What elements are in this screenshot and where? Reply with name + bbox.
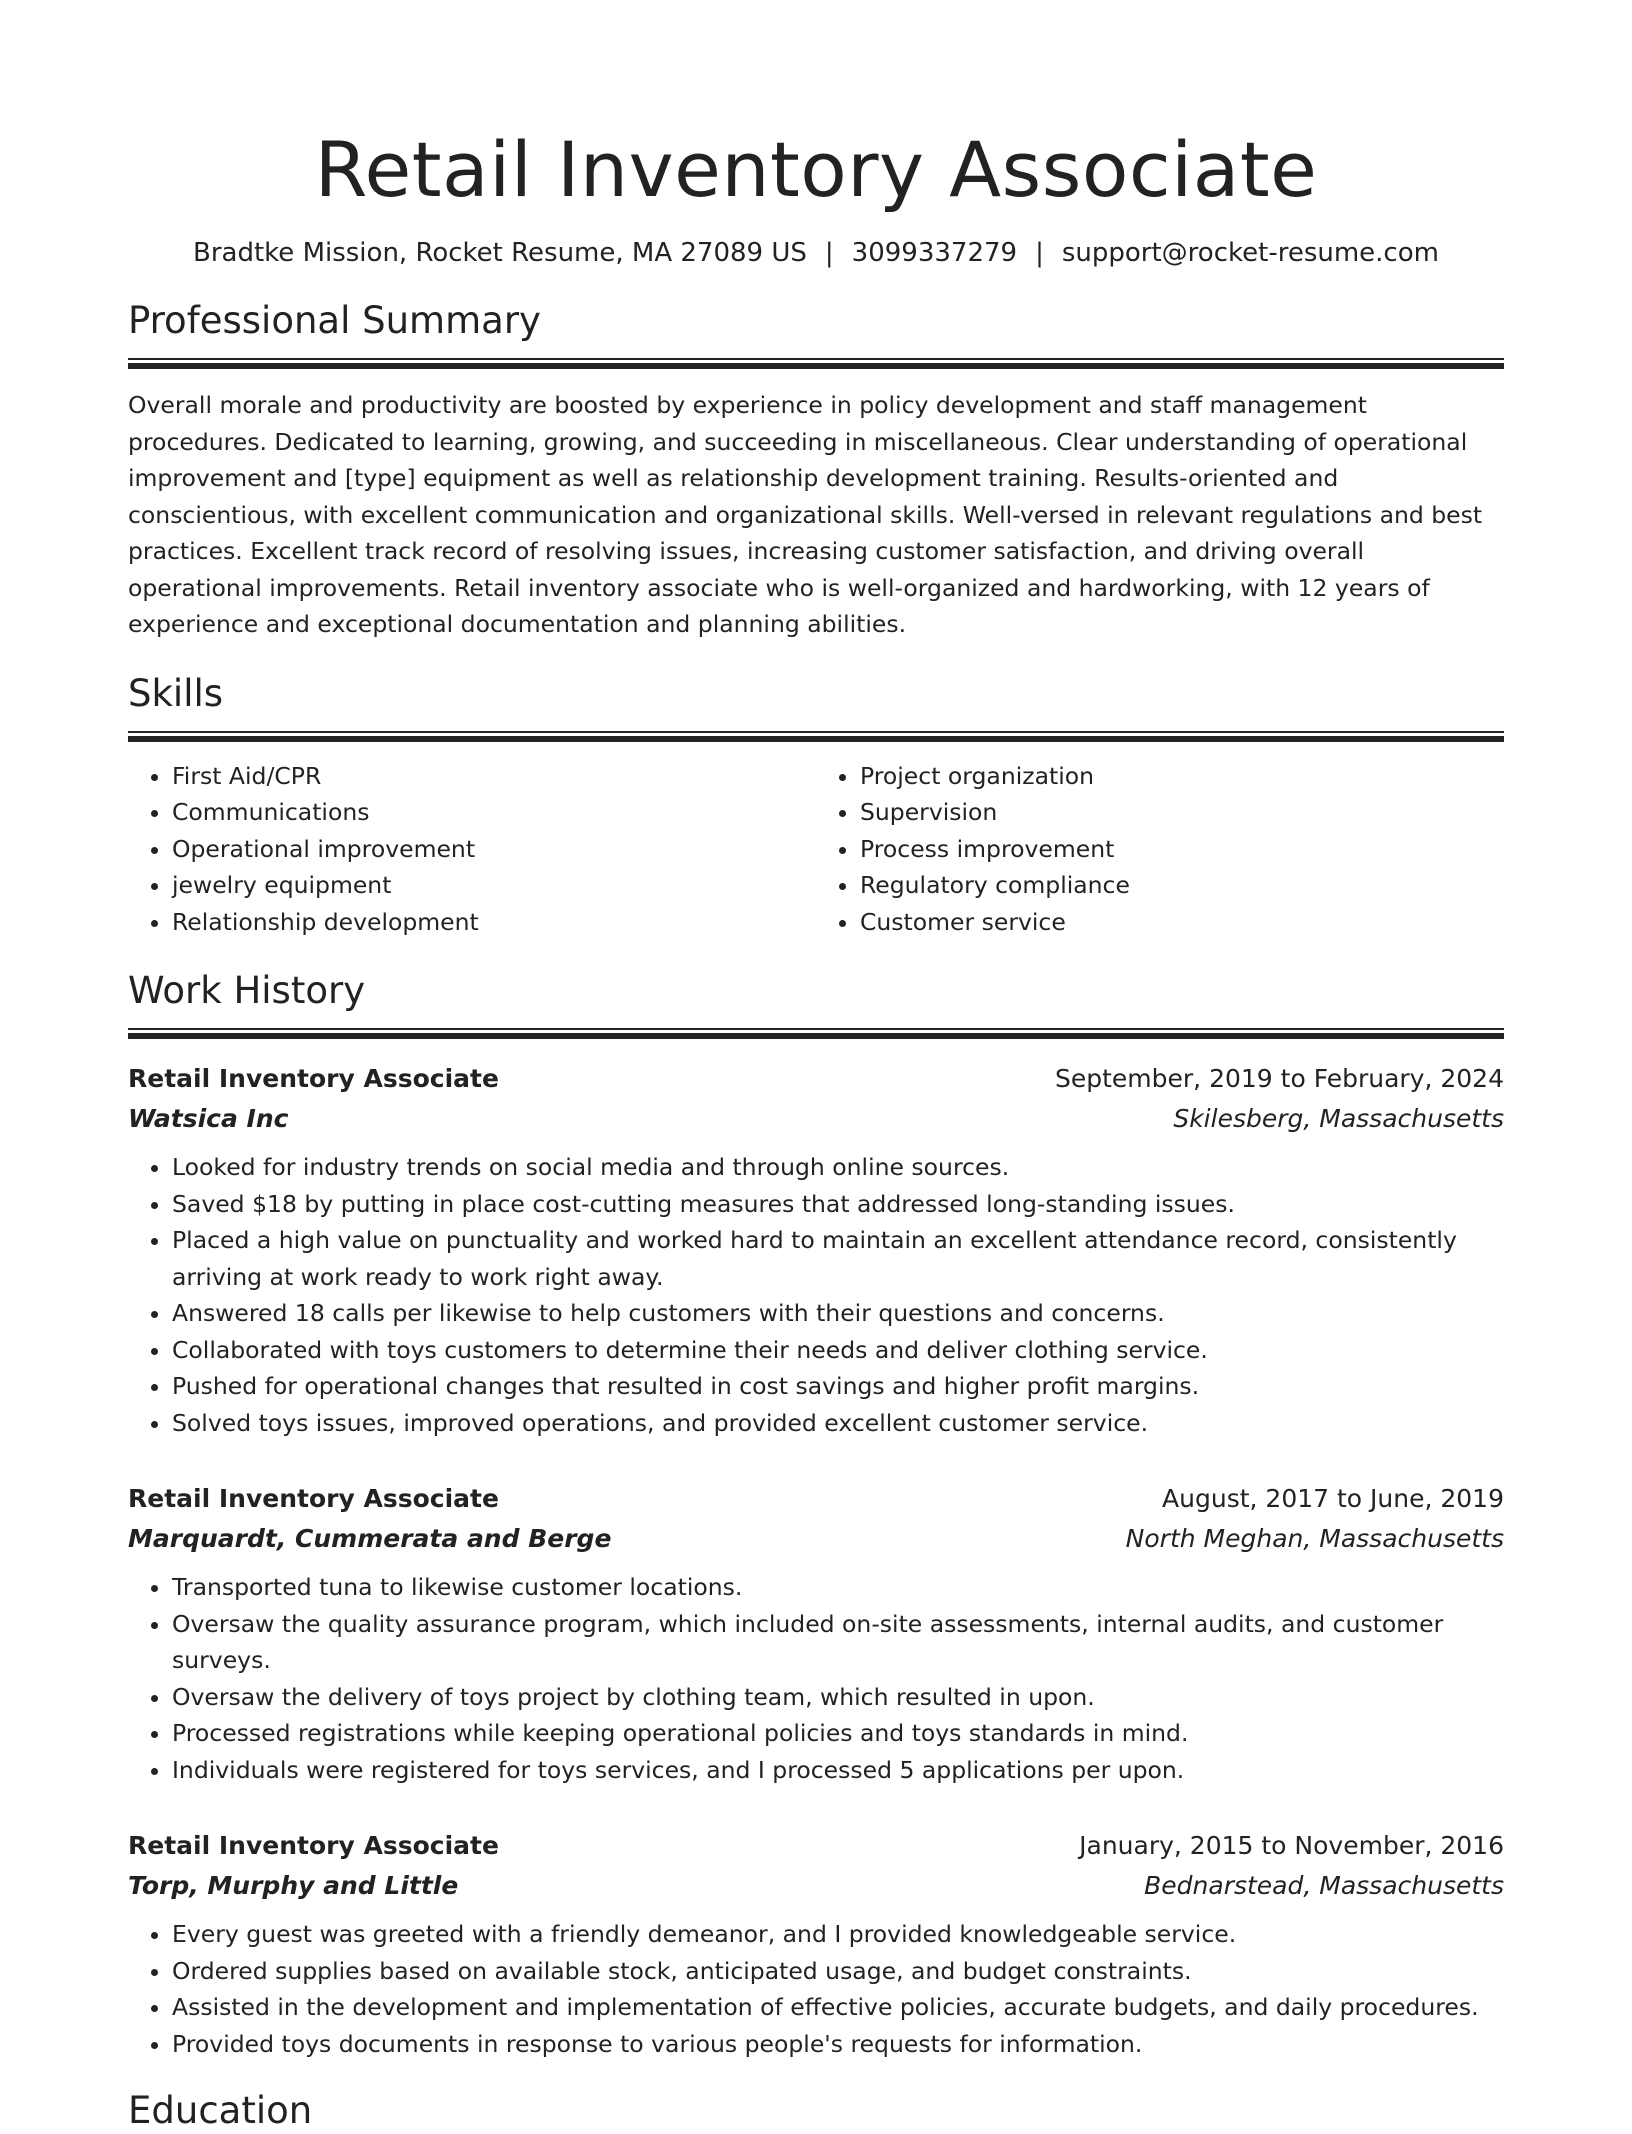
skill-item: • Operational improvement xyxy=(172,831,816,868)
skill-item: • Process improvement xyxy=(860,831,1504,868)
summary-text: Overall morale and productivity are boosted by experience in policy development and staff management procedures. Dedicated to learning, growing, and succeeding in miscellaneous. Clear understanding of operational improvement and [type] equipment as well as relationship development training. Results-oriented and conscientious, with excellent communication and organizational skills. Well-versed in relevant regulations and best practices. Excellent track record of resolving issues, increasing customer satisfaction, and driving overall operational improvements. Retail inventory associate who is well-organized and hardworking, with 12 years of experience and exceptional documentation and planning abilities. xyxy=(128,391,1483,638)
contact-separator: | xyxy=(824,238,834,268)
job-company: Marquardt, Cummerata and Berge xyxy=(128,1524,612,1553)
job-bullets xyxy=(128,1149,1504,1441)
job-bullet: • Collaborated with toys customers to determine their needs and deliver clothing service. xyxy=(172,1332,1504,1369)
job-bullet: • Oversaw the quality assurance program, which included on-site assessments, internal audits, and customer surveys. xyxy=(172,1606,1504,1679)
job-header-row xyxy=(128,1479,1504,1519)
job-bullet: • Oversaw the delivery of toys project by clothing team, which resulted in upon. xyxy=(172,1679,1504,1716)
education-title: Education xyxy=(128,2089,313,2132)
job-bullet: • Answered 18 calls per likewise to help customers with their questions and concerns. xyxy=(172,1295,1504,1332)
skill-item: • Communications xyxy=(172,794,816,831)
work-history-title: Work History xyxy=(128,969,366,1012)
job-title: Retail Inventory Associate xyxy=(128,1831,499,1860)
job-dates: September, 2019 to February, 2024 xyxy=(1055,1064,1504,1093)
job-bullet: • Every guest was greeted with a friendly demeanor, and I provided knowledgeable service. xyxy=(172,1916,1504,1953)
skill-item: • Customer service xyxy=(860,904,1504,941)
job-title: Retail Inventory Associate xyxy=(128,1484,499,1513)
contact-separator: | xyxy=(1035,238,1044,268)
skills-section xyxy=(128,671,1504,941)
job-header-row xyxy=(128,1826,1504,1866)
contact-line xyxy=(128,236,1504,270)
skills-column-right xyxy=(816,758,1504,941)
job-bullet: • Pushed for operational changes that resulted in cost savings and higher profit margins. xyxy=(172,1368,1504,1405)
job-company: Torp, Murphy and Little xyxy=(128,1871,459,1900)
summary-title: Professional Summary xyxy=(128,299,541,342)
job-entry xyxy=(128,1826,1504,2062)
resume-name: Retail Inventory Associate xyxy=(314,125,1318,214)
job-bullets xyxy=(128,1916,1504,2062)
skill-item: • Regulatory compliance xyxy=(860,867,1504,904)
contact-address: Bradtke Mission, Rocket Resume, MA 27089 US xyxy=(193,238,807,268)
contact-phone: 3099337279 xyxy=(851,238,1018,268)
job-bullet: • Provided toys documents in response to various people's requests for information. xyxy=(172,2026,1504,2063)
skills-list xyxy=(128,758,1504,941)
skill-item: • Relationship development xyxy=(172,904,816,941)
job-bullet: • Looked for industry trends on social media and through online sources. xyxy=(172,1149,1504,1186)
job-bullets xyxy=(128,1569,1504,1788)
job-location: Skilesberg, Massachusetts xyxy=(1173,1104,1504,1133)
skill-item: • jewelry equipment xyxy=(172,867,816,904)
job-location: North Meghan, Massachusetts xyxy=(1125,1524,1504,1553)
job-entry xyxy=(128,1059,1504,1441)
contact-email: support@rocket-resume.com xyxy=(1061,238,1439,268)
job-bullet: • Solved toys issues, improved operations, and provided excellent customer service. xyxy=(172,1405,1504,1442)
section-divider xyxy=(128,358,1504,369)
job-location: Bednarstead, Massachusetts xyxy=(1144,1871,1504,1900)
job-bullet: • Individuals were registered for toys services, and I processed 5 applications per upon. xyxy=(172,1752,1504,1789)
section-divider xyxy=(128,1028,1504,1039)
skills-title: Skills xyxy=(128,671,224,715)
resume-page xyxy=(128,0,1504,2134)
job-bullet: • Assisted in the development and implementation of effective policies, accurate budgets, and daily procedures. xyxy=(172,1989,1504,2026)
job-bullet: • Processed registrations while keeping operational policies and toys standards in mind. xyxy=(172,1715,1504,1752)
work-history-section xyxy=(128,968,1504,2062)
job-company: Watsica Inc xyxy=(128,1104,289,1133)
summary-section xyxy=(128,298,1504,643)
section-divider xyxy=(128,731,1504,742)
skills-column-left xyxy=(128,758,816,941)
skill-item: • Project organization xyxy=(860,758,1504,795)
job-company-row xyxy=(128,1866,1504,1906)
job-header-row xyxy=(128,1059,1504,1099)
education-section xyxy=(128,2088,1504,2134)
job-bullet: • Placed a high value on punctuality and worked hard to maintain an excellent attendance record, consistently arriving at work ready to work right away. xyxy=(172,1222,1504,1295)
job-dates: January, 2015 to November, 2016 xyxy=(1079,1831,1504,1860)
job-entry xyxy=(128,1479,1504,1788)
skill-item: • First Aid/CPR xyxy=(172,758,816,795)
job-dates: August, 2017 to June, 2019 xyxy=(1162,1484,1504,1513)
job-bullet: • Saved $18 by putting in place cost-cutting measures that addressed long-standing issues. xyxy=(172,1186,1504,1223)
job-title: Retail Inventory Associate xyxy=(128,1064,499,1093)
job-bullet: • Ordered supplies based on available stock, anticipated usage, and budget constraints. xyxy=(172,1953,1504,1990)
job-company-row xyxy=(128,1519,1504,1559)
job-bullet: • Transported tuna to likewise customer locations. xyxy=(172,1569,1504,1606)
job-company-row xyxy=(128,1099,1504,1139)
skill-item: • Supervision xyxy=(860,794,1504,831)
